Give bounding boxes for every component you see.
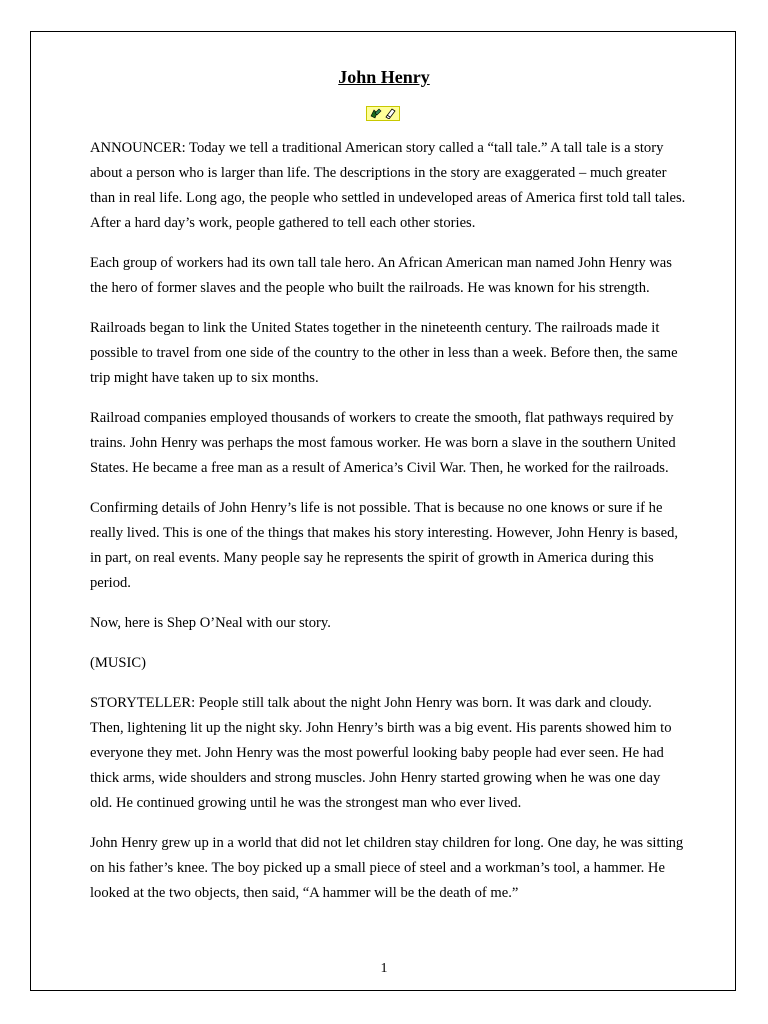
paragraph-announcer-intro: ANNOUNCER: Today we tell a traditional American story called a “tall tale.” A tall tale is a story about a person who is larger than life. The descriptions in the story are exaggerated – much greater than in real life. Long ago, the people who settled in undeveloped areas of America first told tall tales. After a hard day’s work, people gathered to tell each other stories.	[90, 140, 686, 231]
paragraph-railroad-companies: Railroad companies employed thousands of workers to create the smooth, flat pathways required by trains. John Henry was perhaps the most famous worker. He was born a slave in the southern United States. He became a free man as a result of America’s Civil War. Then, he worked for the railroads.	[90, 410, 676, 476]
paragraph-grew-up: John Henry grew up in a world that did not let children stay children for long. One day, he was sitting on his father’s knee. The boy picked up a small piece of steel and a workman’s tool, a hammer. He looked at the two objects, then said, “A hammer will be the death of me.”	[90, 835, 684, 901]
audio-icon[interactable]	[370, 108, 382, 119]
document-body	[90, 136, 686, 921]
page-number: 1	[380, 961, 388, 976]
paragraph-workers-hero: Each group of workers had its own tall tale hero. An African American man named John Henry was the hero of former slaves and the people who built the railroads. He was known for his strength.	[90, 255, 672, 296]
media-icons[interactable]	[366, 106, 400, 121]
pencil-icon[interactable]	[384, 108, 396, 119]
paragraph-railroads: Railroads began to link the United States together in the nineteenth century. The railroads made it possible to travel from one side of the country to the other in less than a week. Before then, the same trip might have taken up to six months.	[90, 320, 678, 386]
paragraph-storyteller: STORYTELLER: People still talk about the night John Henry was born. It was dark and cloudy. Then, lightening lit up the night sky. John Henry’s birth was a big event. His parents showed him to everyone they met. John Henry was the most powerful looking baby people had ever seen. He had thick arms, wide shoulders and strong muscles. John Henry started growing when he was one day old. He continued growing until he was the strongest man who ever lived.	[90, 695, 672, 811]
paragraph-music: (MUSIC)	[90, 655, 146, 671]
document-title: John Henry	[338, 67, 430, 87]
paragraph-shep-oneal: Now, here is Shep O’Neal with our story.	[90, 615, 331, 631]
paragraph-confirming-details: Confirming details of John Henry’s life is not possible. That is because no one knows or sure if he really lived. This is one of the things that makes his story interesting. However, John Henry is based, in part, on real events. Many people say he represents the spirit of growth in America during this period.	[90, 500, 679, 591]
